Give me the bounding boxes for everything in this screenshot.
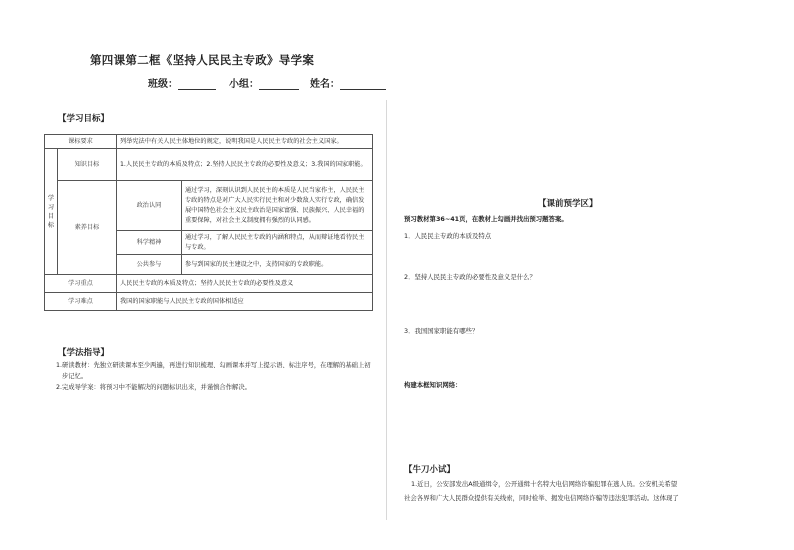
guide-item-2: 2.完成导学案：将预习中不能解决的问题标识出来，并谨慎合作解决。: [56, 384, 251, 391]
trial-question-line-1: 1.近日，公安部发出A级通缉令，公开通缉十名特大电信网络诈骗犯罪在逃人员。公安机关希望: [411, 480, 678, 488]
page-title: 第四课第二框《坚持人民民主专政》导学案: [90, 53, 315, 67]
difficult-text: 我国的国家职能与人民民主专政的国体相适应: [117, 293, 373, 311]
class-blank[interactable]: [178, 79, 216, 90]
literacy-label: 素养目标: [58, 181, 117, 275]
preview-instruction: 预习教材第36~41页，在教材上勾画并找出预习题答案。: [404, 215, 568, 223]
political-text: 通过学习，深刻认识到人民民主的本质是人民当家作主，人民民主专政的特点是对广大人民实行民主和对少数敌人实行专政，确信发展中国特色社会主义民主政治是国家富强、民族振兴、人民幸福的重要保障，对社会主义制度拥有强烈的认同感。: [182, 181, 373, 231]
class-label: 班级：: [148, 79, 178, 90]
public-text: 参与到国家的民主建设之中，支持国家的专政职能。: [182, 255, 373, 275]
curriculum-label: 课标要求: [45, 135, 117, 149]
science-text: 通过学习，了解人民民主专政的内涵和特点，从而辩证地看待民主与专政。: [182, 231, 373, 255]
goals-heading: 【学习目标】: [58, 114, 110, 124]
difficult-label: 学习难点: [45, 293, 117, 311]
preview-heading: 【课前预学区】: [538, 199, 598, 209]
key-text: 人民民主专政的本质及特点；坚持人民民主专政的必要性及意义: [117, 275, 373, 293]
guide-item-1: 1.研读教材：先独立研读课本至少两遍，再进行知识梳理、勾画课本并写上提示语、标注序号，在理解的基础上初步记忆。: [56, 362, 371, 380]
knowledge-label: 知识目标: [58, 149, 117, 181]
preview-question-3: 3．我国国家职能有哪些？: [404, 327, 479, 335]
curriculum-text: 列举宪法中有关人民主体地位的规定，说明我国是人民民主专政的社会主义国家。: [117, 135, 373, 149]
preview-question-2: 2．坚持人民民主专政的必要性及意义是什么？: [404, 273, 536, 281]
trial-heading: 【牛刀小试】: [404, 465, 456, 475]
preview-question-1: 1．人民民主专政的本质及特点: [404, 232, 492, 240]
group-label: 小组：: [228, 79, 259, 90]
trial-question-line-2: 社会各界和广大人民群众提供有关线索，同时检举、揭发电信网络诈骗等违法犯罪活动。这体现了: [404, 494, 679, 502]
public-label: 公共参与: [117, 255, 182, 275]
science-label: 科学精神: [117, 231, 182, 255]
guide-heading: 【学法指导】: [58, 348, 110, 358]
knowledge-network-prompt: 构建本框知识网络：: [404, 381, 462, 389]
political-label: 政治认同: [117, 181, 182, 231]
guide-body: [56, 360, 376, 393]
goals-table: [44, 134, 373, 311]
group-blank[interactable]: [259, 79, 299, 90]
name-blank[interactable]: [340, 79, 386, 90]
key-label: 学习重点: [45, 275, 117, 293]
column-divider: [386, 100, 387, 520]
student-info-line: [148, 75, 386, 90]
name-label: 姓名：: [309, 79, 340, 90]
goals-side-label: 学 习 目 标: [45, 149, 58, 275]
knowledge-text: 1.人民民主专政的本质及特点；2.坚持人民民主专政的必要性及意义；3.我国的国家职能。: [117, 149, 373, 181]
